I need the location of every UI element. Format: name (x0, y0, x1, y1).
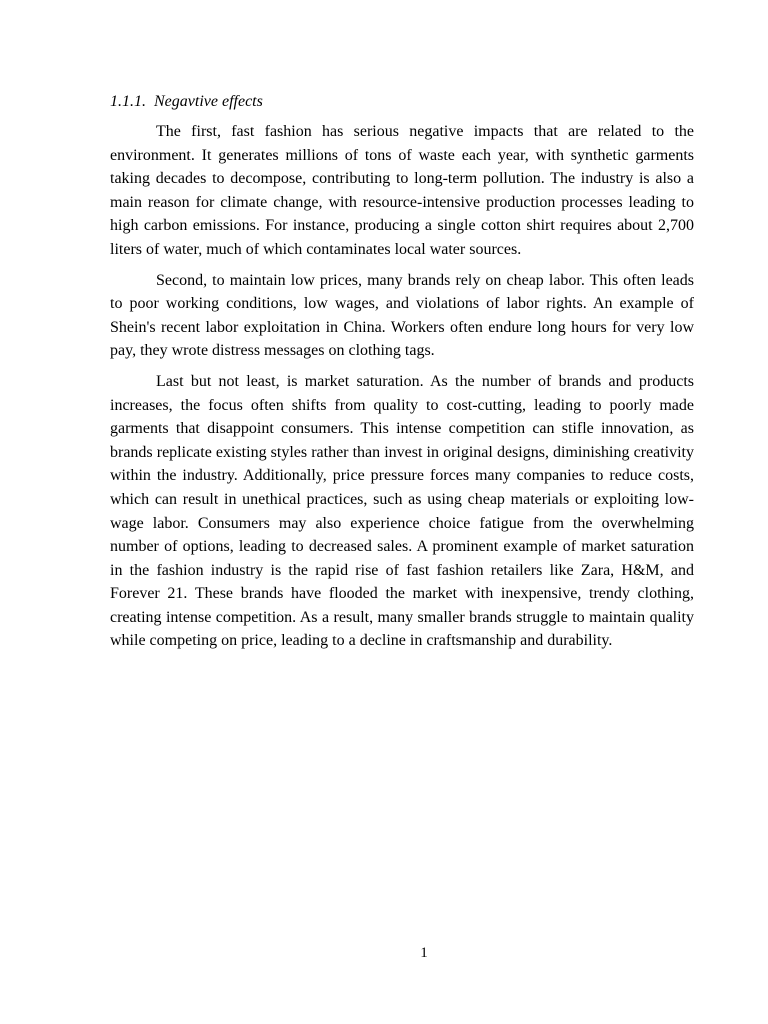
paragraph-labor: Second, to maintain low prices, many brands rely on cheap labor. This often leads to poor working conditions, low wages, and violations of labor rights. An example of Shein's recent labor exploitation in China. Workers often endure long hours for very low pay, they wrote distress messages on clothing tags. (110, 271, 694, 360)
paragraph-environment: The first, fast fashion has serious negative impacts that are related to the environment. It generates millions of tons of waste each year, with synthetic garments taking decades to decompose, contributing to long-term pollution. The industry is also a main reason for climate change, with resource-intensive production processes leading to high carbon emissions. For instance, producing a single cotton shirt requires about 2,700 liters of water, much of which contaminates local water sources. (110, 123, 694, 258)
paragraph-market-saturation: Last but not least, is market saturation. As the number of brands and products increases, the focus often shifts from quality to cost-cutting, leading to poorly made garments that disappoint consumers. This intense competition can stifle innovation, as brands replicate existing styles rather than invest in original designs, diminishing creativity within the industry. Additionally, price pressure forces many companies to reduce costs, which can result in unethical practices, such as using cheap materials or exploiting low-wage labor. Consumers may also experience choice fatigue from the overwhelming number of options, leading to decreased sales. A prominent example of market saturation in the fashion industry is the rapid rise of fast fashion retailers like Zara, H&M, and Forever 21. These brands have flooded the market with inexpensive, trendy clothing, creating intense competition. As a result, many smaller brands struggle to maintain quality while competing on price, leading to a decline in craftsmanship and durability. (110, 372, 694, 650)
page-content (110, 92, 694, 660)
section-heading: 1.1.1. Negavtive effects (110, 93, 263, 110)
page-number: 1 (420, 945, 428, 961)
